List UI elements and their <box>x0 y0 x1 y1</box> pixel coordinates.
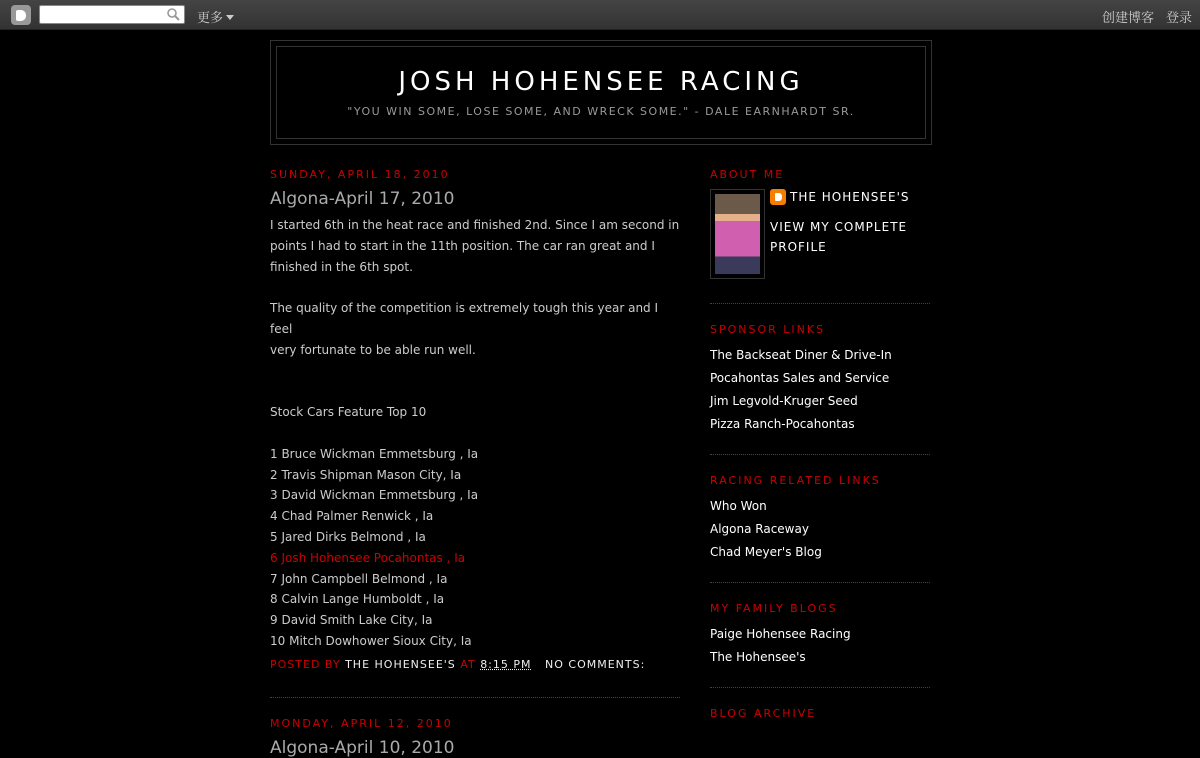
sponsor-links <box>710 344 930 436</box>
sidebar-divider <box>710 582 930 583</box>
racing-links <box>710 495 930 564</box>
login-link[interactable]: 登录 <box>1165 11 1192 26</box>
sidebar <box>710 168 930 720</box>
post-date: SUNDAY, APRIL 18, 2010 <box>270 168 450 181</box>
post-author[interactable]: THE HOHENSEE'S <box>345 657 456 671</box>
search-box <box>39 5 185 24</box>
post-text-line: The quality of the competition is extremely tough this year and I feel <box>270 301 659 336</box>
racing-link[interactable]: Who Won <box>710 499 767 513</box>
sidebar-divider <box>710 303 930 304</box>
post-text-line: points I had to start in the 11th position. The car ran great and I <box>270 238 655 253</box>
result-row: 2 Travis Shipman Mason City, Ia <box>270 467 462 482</box>
blog-header <box>270 40 932 145</box>
profile-name: THE HOHENSEE'S <box>790 190 910 204</box>
sponsor-link[interactable]: Pocahontas Sales and Service <box>710 371 890 385</box>
racing-link[interactable]: Chad Meyer's Blog <box>710 545 822 559</box>
result-row: 4 Chad Palmer Renwick , Ia <box>270 509 434 524</box>
blogger-logo-icon[interactable] <box>11 5 31 25</box>
result-row: 8 Calvin Lange Humboldt , Ia <box>270 592 445 607</box>
search-icon[interactable] <box>167 8 180 21</box>
result-row: 3 David Wickman Emmetsburg , Ia <box>270 488 479 503</box>
more-menu[interactable] <box>197 7 234 26</box>
post-divider <box>270 697 680 698</box>
about-heading: ABOUT ME <box>710 168 785 181</box>
at-label: AT <box>460 657 476 671</box>
post-date: MONDAY, APRIL 12, 2010 <box>270 716 453 730</box>
post-text-line: very fortunate to be able run well. <box>270 342 476 357</box>
family-blog-link[interactable]: Paige Hohensee Racing <box>710 627 851 641</box>
family-blog-links <box>710 623 930 669</box>
blog-description: "YOU WIN SOME, LOSE SOME, AND WRECK SOME." - DALE EARNHARDT SR. <box>347 105 855 118</box>
sidebar-divider <box>710 687 930 688</box>
comments-link[interactable]: NO COMMENTS: <box>545 657 646 671</box>
post-title[interactable]: Algona-April 17, 2010 <box>270 189 455 209</box>
chevron-down-icon <box>226 15 234 20</box>
result-row: 10 Mitch Dowhower Sioux City, Ia <box>270 633 472 648</box>
family-blogs-heading: MY FAMILY BLOGS <box>710 602 838 615</box>
post-timestamp[interactable]: 8:15 PM <box>480 657 532 671</box>
main-column <box>270 168 680 758</box>
result-row-highlight: 6 Josh Hohensee Pocahontas , Ia <box>270 550 466 565</box>
post-body <box>270 215 680 652</box>
post-title[interactable]: Algona-April 10, 2010 <box>270 737 455 758</box>
result-row: 9 David Smith Lake City, Ia <box>270 613 433 628</box>
blogger-navbar <box>0 0 1200 30</box>
racing-link[interactable]: Algona Raceway <box>710 522 809 536</box>
result-row: 1 Bruce Wickman Emmetsburg , Ia <box>270 446 479 461</box>
result-row: 5 Jared Dirks Belmond , Ia <box>270 529 426 544</box>
posted-by-label: POSTED BY <box>270 657 341 671</box>
blog-title[interactable]: JOSH HOHENSEE RACING <box>398 67 804 97</box>
avatar[interactable] <box>710 189 765 279</box>
blog-archive-heading: BLOG ARCHIVE <box>710 707 817 720</box>
post-footer <box>270 658 680 671</box>
family-blog-link[interactable]: The Hohensee's <box>710 650 806 664</box>
sidebar-divider <box>710 454 930 455</box>
racing-links-heading: RACING RELATED LINKS <box>710 474 881 487</box>
profile-name-link[interactable] <box>770 189 910 205</box>
sponsor-heading: SPONSOR LINKS <box>710 323 826 336</box>
view-profile-link[interactable]: VIEW MY COMPLETE PROFILE <box>770 220 908 254</box>
profile-widget <box>710 189 930 279</box>
search-input[interactable] <box>40 9 160 26</box>
more-label: 更多 <box>197 11 224 26</box>
sponsor-link[interactable]: The Backseat Diner & Drive-In <box>710 348 892 362</box>
result-row: 7 John Campbell Belmond , Ia <box>270 571 448 586</box>
post-text-line: I started 6th in the heat race and finished 2nd. Since I am second in <box>270 218 680 232</box>
blogger-profile-icon <box>770 189 786 205</box>
results-heading: Stock Cars Feature Top 10 <box>270 405 427 420</box>
create-blog-link[interactable]: 创建博客 <box>1101 11 1154 26</box>
sponsor-link[interactable]: Jim Legvold-Kruger Seed <box>710 394 858 408</box>
sponsor-link[interactable]: Pizza Ranch-Pocahontas <box>710 417 855 431</box>
post-text-line: finished in the 6th spot. <box>270 259 413 274</box>
